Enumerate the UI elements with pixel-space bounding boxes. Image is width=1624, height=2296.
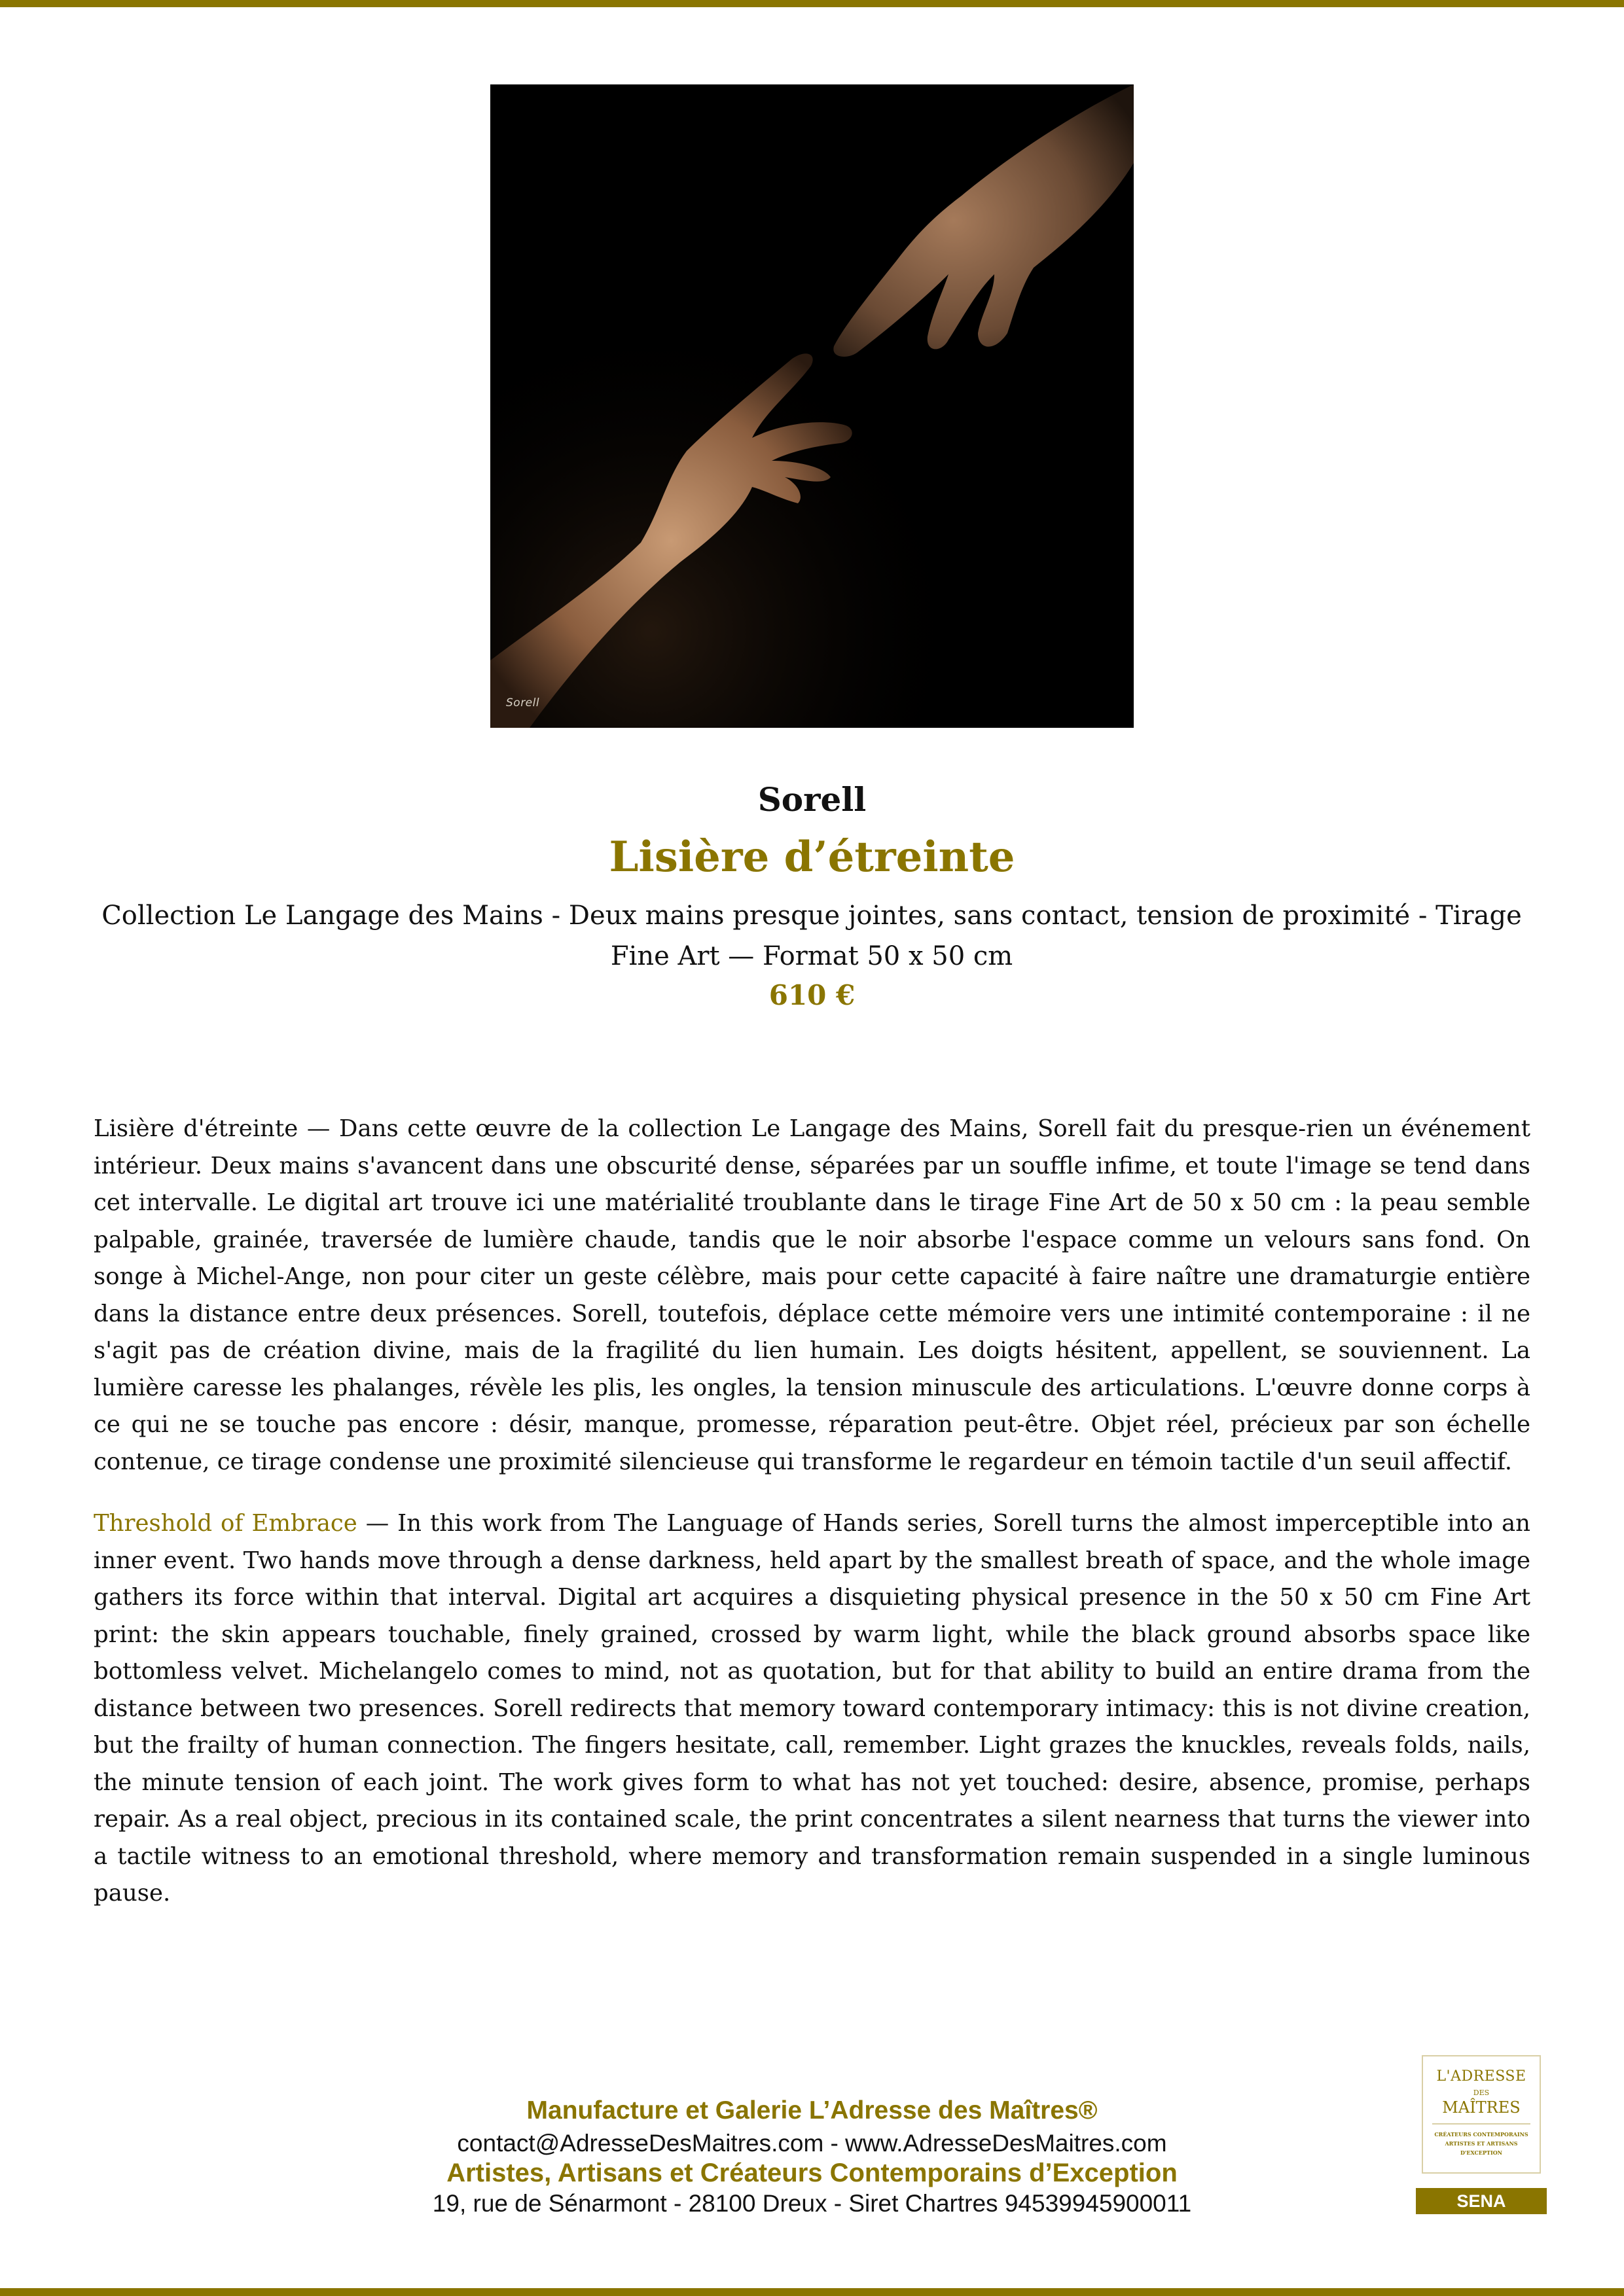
logo-line-1: L'ADRESSE: [1436, 2068, 1526, 2085]
bottom-accent-bar: [0, 2288, 1624, 2296]
gallery-logo: [1422, 2055, 1541, 2174]
artwork-subtitle: Collection Le Langage des Mains - Deux mains presque jointes, sans contact, tension de proximité - Tirage Fine Art — Format 50 x 50 cm: [101, 901, 1522, 971]
top-accent-bar: [0, 0, 1624, 7]
artist-name: Sorell: [757, 780, 867, 819]
footer-address: 19, rue de Sénarmont - 28100 Dreux - Siret Chartres 94539945900011: [432, 2190, 1192, 2217]
artwork-image: [490, 84, 1134, 728]
logo-sub-1: CRÉATEURS CONTEMPORAINS: [1434, 2131, 1528, 2138]
description-english: [94, 1505, 1530, 1912]
artwork-title: Lisière d’étreinte: [609, 833, 1015, 882]
logo-sub-2: ARTISTES ET ARTISANS: [1445, 2140, 1518, 2147]
logo-sub-3: D'EXCEPTION: [1460, 2149, 1502, 2156]
english-body: — In this work from The Language of Hands series, Sorell turns the almost imperceptible into an inner event. Two hands move through a dense darkness, held apart by the smallest breath of space, and the whole image gathers its force within that interval. Digital art acquires a disquieting physical presence in the 50 x 50 cm Fine Art print: the skin appears touchable, finely grained, crossed by warm light, while the black ground absorbs space like bottomless velvet. Michelangelo comes to mind, not as quotation, but for that ability to build an entire drama from the distance between two presences. Sorell redirects that memory toward contemporary intimacy: this is not divine creation, but the frailty of human connection. The fingers hesitate, call, remember. Light grazes the knuckles, reveals folds, nails, the minute tension of each joint. The work gives form to what has not yet touched: desire, absence, promise, perhaps repair. As a real object, precious in its contained scale, the print concentrates a silent nearness that turns the viewer into a tactile witness to an emotional threshold, where memory and transformation remain suspended in a single luminous pause.: [94, 1510, 1530, 1907]
english-title: Threshold of Embrace: [94, 1510, 357, 1537]
logo-line-2: DES: [1473, 2089, 1490, 2097]
footer-contact[interactable]: contact@AdresseDesMaitres.com - www.AdresseDesMaitres.com: [457, 2130, 1167, 2157]
artwork-price: 610 €: [768, 979, 856, 1011]
footer-company: Manufacture et Galerie L’Adresse des Maîtres®: [526, 2096, 1098, 2125]
hands-illustration: [490, 84, 1134, 728]
logo-divider: [1432, 2123, 1530, 2125]
sena-badge: SENA: [1416, 2188, 1547, 2214]
description-french: Lisière d'étreinte — Dans cette œuvre de la collection Le Langage des Mains, Sorell fait du presque-rien un événement intérieur. Deux mains s'avancent dans une obscurité dense, séparées par un souffle infime, et toute l'image se tend dans cet intervalle. Le digital art trouve ici une matérialité troublante dans le tirage Fine Art de 50 x 50 cm : la peau semble palpable, grainée, traversée de lumière chaude, tandis que le noir absorbe l'espace comme un velours sans fond. On songe à Michel-Ange, non pour citer un geste célèbre, mais pour cette capacité à faire naître une dramaturgie entière dans la distance entre deux présences. Sorell, toutefois, déplace cette mémoire vers une intimité contemporaine : il ne s'agit pas de création divine, mais de la fragilité du lien humain. Les doigts hésitent, appellent, se souviennent. La lumière caresse les phalanges, révèle les plis, les ongles, la tension minuscule des articulations. L'œuvre donne corps à ce qui ne se touche pas encore : désir, manque, promesse, réparation peut-être. Objet réel, précieux par son échelle contenue, ce tirage condense une proximité silencieuse qui transforme le regardeur en témoin tactile d'un seuil affectif.: [94, 1115, 1530, 1475]
artist-signature: Sorell: [506, 696, 540, 709]
footer-tagline: Artistes, Artisans et Créateurs Contemporains d’Exception: [446, 2159, 1178, 2187]
logo-line-3: MAÎTRES: [1442, 2098, 1521, 2117]
